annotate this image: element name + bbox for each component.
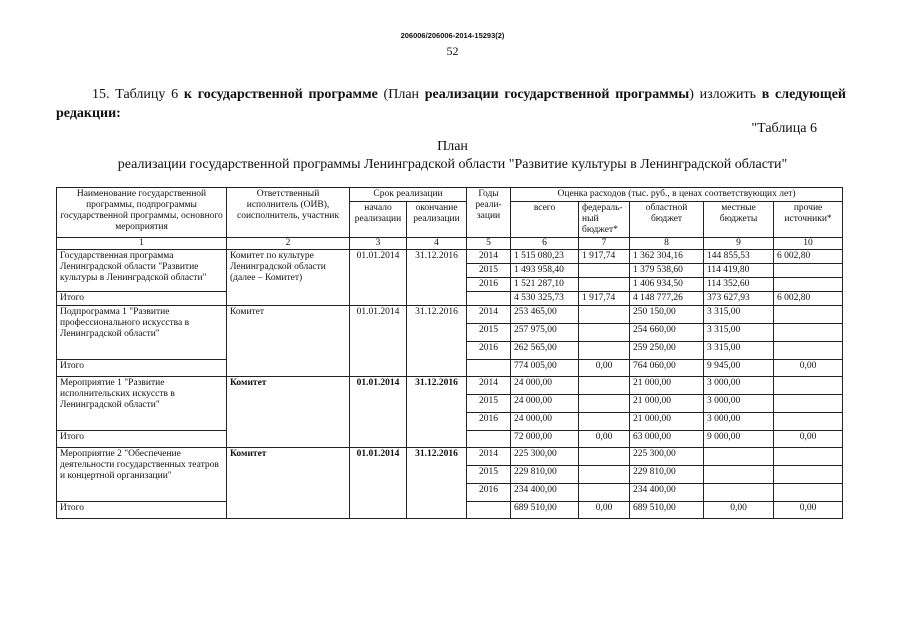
col-number: 2: [227, 238, 350, 250]
total-local: 0,00: [704, 502, 774, 519]
row-name: Подпрограмма 1 "Развитие профессионального искусства в Ленинградской области": [57, 306, 227, 360]
document-id: 206006/206006-2014-15293(2): [400, 31, 505, 40]
total-local: 9 000,00: [704, 431, 774, 448]
total-sum: 72 000,00: [511, 431, 579, 448]
para-part-bold: в следующей редакции:: [56, 87, 846, 121]
cell-federal: [579, 264, 630, 278]
cell-other: [774, 484, 843, 502]
plan-title-line1: План: [437, 139, 468, 154]
cell-regional: 229 810,00: [630, 466, 704, 484]
cell-federal: 1 917,74: [579, 250, 630, 264]
cell-federal: [579, 466, 630, 484]
cell-local: 144 855,53: [704, 250, 774, 264]
total-regional: 689 510,00: [630, 502, 704, 519]
total-local: 9 945,00: [704, 360, 774, 377]
cell-regional: 254 660,00: [630, 324, 704, 342]
table-row: [57, 306, 843, 324]
header-years: Годы реали-зации: [467, 188, 511, 238]
row-year: 2015: [467, 324, 511, 342]
program-block: [57, 250, 843, 306]
plan-title: [0, 138, 905, 174]
total-federal: 0,00: [579, 360, 630, 377]
cell-federal: [579, 377, 630, 395]
row-year: 2015: [467, 466, 511, 484]
cell-federal: [579, 342, 630, 360]
row-executor: Комитет: [227, 448, 350, 519]
cell-total: 253 465,00: [511, 306, 579, 324]
para-part: (План: [377, 87, 425, 102]
table-row: [57, 250, 843, 264]
col-number: 4: [407, 238, 467, 250]
row-end: 31.12.2016: [407, 306, 467, 377]
cell-local: 3 000,00: [704, 377, 774, 395]
cell-other: [774, 395, 843, 413]
cell-other: [774, 264, 843, 278]
row-year: [467, 502, 511, 519]
row-name: Государственная программа Ленинградской области "Развитие культуры в Ленинградской области": [57, 250, 227, 292]
header-total: всего: [511, 202, 579, 238]
total-federal: 1 917,74: [579, 292, 630, 306]
cell-local: 3 315,00: [704, 306, 774, 324]
plan-title-line2: реализации государственной программы Ленинградской области "Развитие культуры в Ленинградской области": [117, 157, 788, 172]
cell-regional: 234 400,00: [630, 484, 704, 502]
total-label: Итого: [57, 502, 227, 519]
row-year: 2016: [467, 342, 511, 360]
cell-federal: [579, 324, 630, 342]
cell-local: 114 419,80: [704, 264, 774, 278]
row-year: 2014: [467, 306, 511, 324]
row-year: [467, 360, 511, 377]
cell-local: 3 000,00: [704, 395, 774, 413]
cell-total: 1 515 080,23: [511, 250, 579, 264]
cell-regional: 259 250,00: [630, 342, 704, 360]
col-number: 1: [57, 238, 227, 250]
header-local: местные бюджеты: [704, 202, 774, 238]
header-regional: областной бюджет: [630, 202, 704, 238]
total-other: 0,00: [774, 502, 843, 519]
row-name: Мероприятие 2 "Обеспечение деятельности государственных театров и концертной организации": [57, 448, 227, 502]
total-label: Итого: [57, 292, 227, 306]
cell-total: 257 975,00: [511, 324, 579, 342]
cell-other: [774, 342, 843, 360]
cell-other: [774, 448, 843, 466]
total-sum: 4 530 325,73: [511, 292, 579, 306]
cell-regional: 225 300,00: [630, 448, 704, 466]
total-sum: 774 005,00: [511, 360, 579, 377]
header-other: прочие источники*: [774, 202, 843, 238]
cell-regional: 21 000,00: [630, 377, 704, 395]
row-year: 2015: [467, 395, 511, 413]
total-other: 6 002,80: [774, 292, 843, 306]
subprogram-block: [57, 306, 843, 377]
total-regional: 764 060,00: [630, 360, 704, 377]
total-label: Итого: [57, 360, 227, 377]
row-end: 31.12.2016: [407, 448, 467, 519]
row-executor: Комитет: [227, 377, 350, 448]
total-federal: 0,00: [579, 431, 630, 448]
col-number: 10: [774, 238, 843, 250]
total-label: Итого: [57, 431, 227, 448]
cell-other: [774, 306, 843, 324]
para-part: ) изложить: [689, 87, 762, 102]
col-number: 6: [511, 238, 579, 250]
total-other: 0,00: [774, 431, 843, 448]
cell-federal: [579, 278, 630, 292]
col-number: 5: [467, 238, 511, 250]
row-name: Мероприятие 1 "Развитие исполнительских искусств в Ленинградской области": [57, 377, 227, 431]
para-part-bold: реализации государственной программы: [424, 87, 690, 102]
cell-local: 3 315,00: [704, 324, 774, 342]
total-sum: 689 510,00: [511, 502, 579, 519]
header-period: Срок реализации: [350, 188, 467, 202]
plan-table: [56, 187, 843, 519]
row-year: [467, 292, 511, 306]
cell-regional: 250 150,00: [630, 306, 704, 324]
row-year: 2016: [467, 413, 511, 431]
cell-other: [774, 278, 843, 292]
cell-other: 6 002,80: [774, 250, 843, 264]
row-year: 2016: [467, 278, 511, 292]
cell-total: 262 565,00: [511, 342, 579, 360]
activity-block: [57, 377, 843, 448]
row-end: 31.12.2016: [407, 250, 467, 306]
cell-other: [774, 466, 843, 484]
col-number: 3: [350, 238, 407, 250]
activity-block: [57, 448, 843, 519]
row-end: 31.12.2016: [407, 377, 467, 448]
cell-regional: 1 362 304,16: [630, 250, 704, 264]
row-executor: Комитет: [227, 306, 350, 377]
row-year: 2015: [467, 264, 511, 278]
cell-other: [774, 413, 843, 431]
col-number: 9: [704, 238, 774, 250]
row-year: 2014: [467, 250, 511, 264]
cell-federal: [579, 395, 630, 413]
cell-local: [704, 466, 774, 484]
total-local: 373 627,93: [704, 292, 774, 306]
cell-federal: [579, 484, 630, 502]
header-start: начало реализации: [350, 202, 407, 238]
cell-regional: 21 000,00: [630, 413, 704, 431]
row-start: 01.01.2014: [350, 377, 407, 448]
cell-regional: 1 379 538,60: [630, 264, 704, 278]
cell-other: [774, 377, 843, 395]
amendment-paragraph: [56, 85, 846, 123]
cell-local: 3 000,00: [704, 413, 774, 431]
cell-local: [704, 448, 774, 466]
cell-total: 24 000,00: [511, 377, 579, 395]
cell-regional: 21 000,00: [630, 395, 704, 413]
row-year: 2014: [467, 377, 511, 395]
cell-local: [704, 484, 774, 502]
row-start: 01.01.2014: [350, 250, 407, 306]
total-regional: 63 000,00: [630, 431, 704, 448]
header-end: окончание реализации: [407, 202, 467, 238]
cell-local: 114 352,60: [704, 278, 774, 292]
table-row: [57, 377, 843, 395]
cell-regional: 1 406 934,50: [630, 278, 704, 292]
row-start: 01.01.2014: [350, 448, 407, 519]
cell-total: 24 000,00: [511, 395, 579, 413]
table-reference: "Таблица 6: [751, 121, 817, 136]
para-part: 15. Таблицу 6: [92, 87, 184, 102]
total-federal: 0,00: [579, 502, 630, 519]
cell-total: 225 300,00: [511, 448, 579, 466]
col-number: 8: [630, 238, 704, 250]
row-year: [467, 431, 511, 448]
page-number: 52: [446, 44, 459, 58]
cell-other: [774, 324, 843, 342]
row-year: 2016: [467, 484, 511, 502]
cell-total: 229 810,00: [511, 466, 579, 484]
cell-total: 1 521 287,10: [511, 278, 579, 292]
col-number: 7: [579, 238, 630, 250]
para-part-bold: к государственной программе: [183, 87, 378, 102]
cell-federal: [579, 448, 630, 466]
header-executor: Ответственный исполнитель (ОИВ), соисполнитель, участник: [227, 188, 350, 238]
row-executor: Комитет по культуре Ленинградской области (далее – Комитет): [227, 250, 350, 306]
cell-federal: [579, 306, 630, 324]
cell-federal: [579, 413, 630, 431]
total-other: 0,00: [774, 360, 843, 377]
row-start: 01.01.2014: [350, 306, 407, 377]
cell-total: 1 493 958,40: [511, 264, 579, 278]
header-costs: Оценка расходов (тыс. руб., в ценах соответствующих лет): [511, 188, 843, 202]
column-number-row: [57, 238, 843, 250]
header-name: Наименование государственной программы, подпрограммы государственной программы, основного мероприятия: [57, 188, 227, 238]
cell-local: 3 315,00: [704, 342, 774, 360]
cell-total: 24 000,00: [511, 413, 579, 431]
header-federal: федераль-ный бюджет*: [579, 202, 630, 238]
row-year: 2014: [467, 448, 511, 466]
cell-total: 234 400,00: [511, 484, 579, 502]
table-row: [57, 448, 843, 466]
total-regional: 4 148 777,26: [630, 292, 704, 306]
